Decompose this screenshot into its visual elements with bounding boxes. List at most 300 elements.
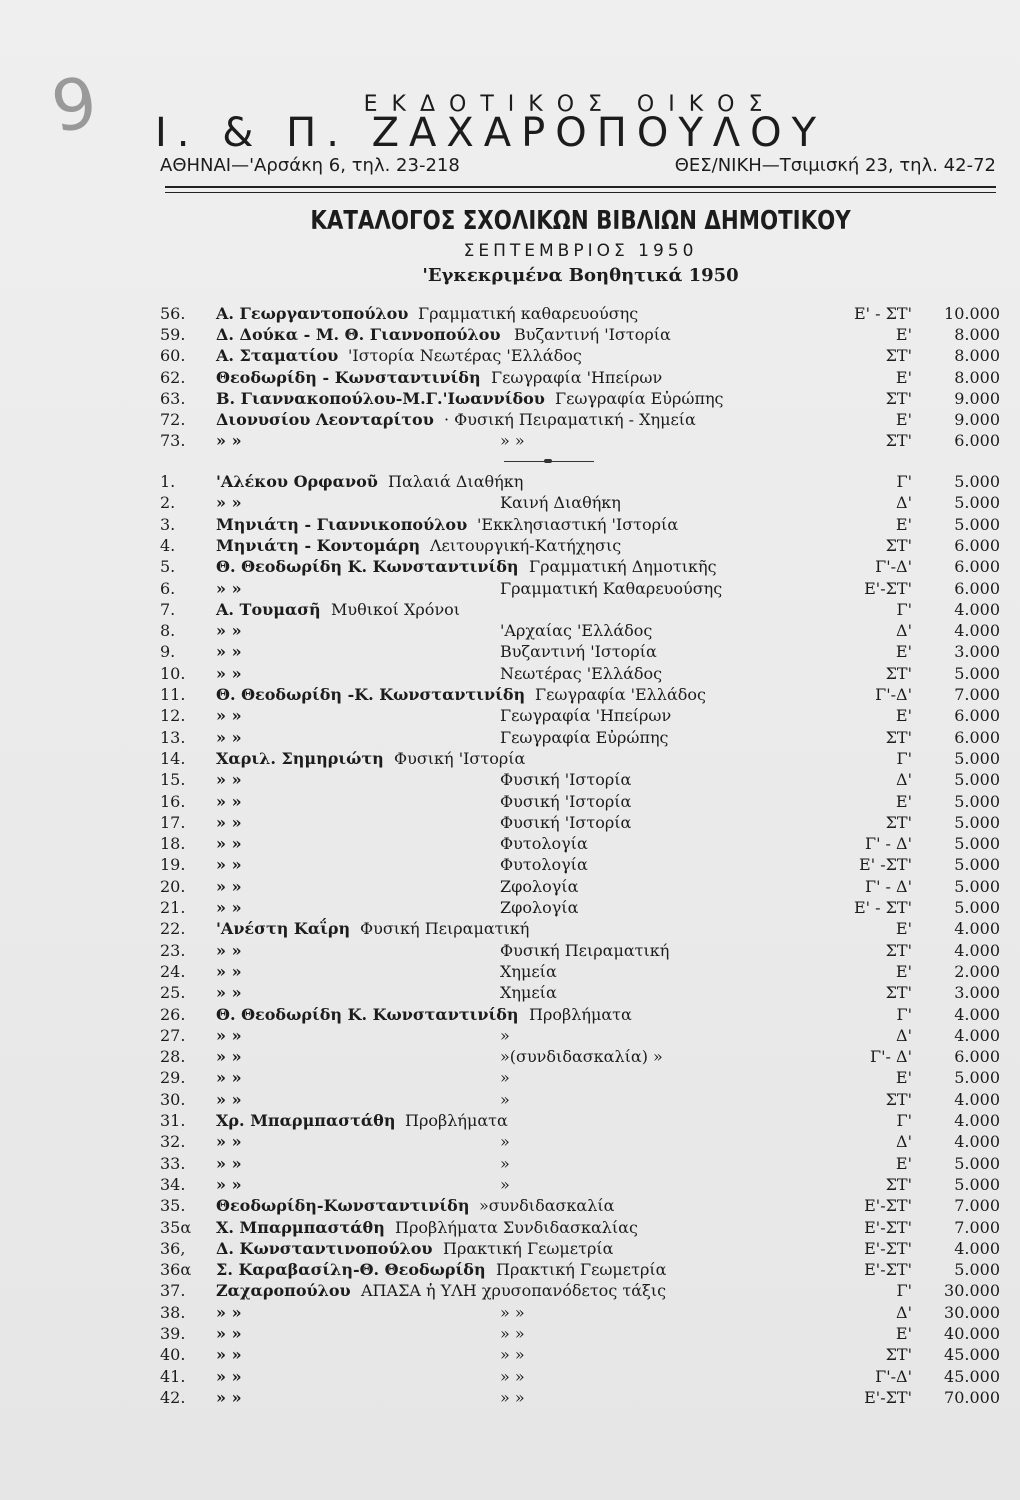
row-price: 4.000 xyxy=(954,1111,1000,1130)
row-class: ΣΤ' xyxy=(885,727,912,747)
row-class: ΣΤ' xyxy=(885,663,912,683)
row-title: »συνδιδασκαλία xyxy=(479,1196,615,1216)
row-class: Γ' - Δ' xyxy=(864,876,912,896)
row-price: 4.000 xyxy=(954,940,1000,960)
row-price: 40.000 xyxy=(944,1324,1000,1343)
row-author: » » xyxy=(216,663,242,683)
table-row xyxy=(0,430,1020,452)
row-author: » » xyxy=(216,1174,242,1194)
row-price: 5.000 xyxy=(954,834,1000,854)
row-title: » » xyxy=(500,1324,525,1343)
row-author: » » xyxy=(216,642,242,662)
row-number: 9. xyxy=(160,642,176,662)
row-author: Σ. Καραβασίλη-Θ. Θεοδωρίδη xyxy=(216,1260,486,1280)
row-title: » xyxy=(500,1174,510,1194)
table-row xyxy=(0,854,1020,876)
row-number: 26. xyxy=(160,1004,186,1024)
header-rule-bottom xyxy=(165,192,996,193)
row-class: Γ'-Δ' xyxy=(875,685,912,704)
row-title: Προβλήματα Συνδιδασκαλίας xyxy=(395,1217,638,1237)
table-row xyxy=(0,1153,1020,1175)
row-price: 6.000 xyxy=(954,578,1000,598)
row-price: 30.000 xyxy=(944,1281,1000,1301)
row-price: 70.000 xyxy=(944,1387,1000,1407)
row-price: 5.000 xyxy=(954,1068,1000,1088)
row-author: » » xyxy=(216,727,242,747)
table-row xyxy=(0,684,1020,706)
row-author: » » xyxy=(216,1025,242,1045)
row-author: Α. Γεωργαντοπούλου xyxy=(216,304,409,323)
row-class: ΣΤ' xyxy=(885,1174,912,1194)
row-class: Δ' xyxy=(896,1025,912,1045)
row-class: Ε' xyxy=(895,919,912,939)
row-title: Λειτουργική-Κατήχησις xyxy=(430,535,622,555)
row-class: Ε' xyxy=(895,1324,912,1343)
table-row xyxy=(0,961,1020,983)
row-class: Ε'-ΣΤ' xyxy=(864,1387,912,1407)
row-number: 2. xyxy=(160,493,176,513)
table-row xyxy=(0,1387,1020,1409)
row-price: 6.000 xyxy=(954,431,1000,451)
row-price: 5.000 xyxy=(954,748,1000,768)
row-number: 35. xyxy=(160,1196,186,1216)
row-title: Γραμματική Καθαρευούσης xyxy=(500,578,723,598)
row-number: 56. xyxy=(160,304,186,323)
row-author: » » xyxy=(216,834,242,854)
row-number: 29. xyxy=(160,1068,186,1088)
table-row xyxy=(0,982,1020,1004)
row-number: 7. xyxy=(160,599,176,619)
table-row xyxy=(0,918,1020,940)
row-number: 72. xyxy=(160,410,186,429)
row-title: Πρακτική Γεωμετρία xyxy=(496,1260,667,1280)
row-price: 10.000 xyxy=(944,304,1000,323)
row-number: 30. xyxy=(160,1089,186,1109)
row-price: 5.000 xyxy=(954,493,1000,513)
row-title: » xyxy=(500,1025,510,1045)
row-price: 5.000 xyxy=(954,791,1000,811)
row-class: Ε'-ΣΤ' xyxy=(864,1260,912,1280)
row-class: Δ' xyxy=(896,1132,912,1152)
row-title: 'Ιστορία Νεωτέρας 'Ελλάδος xyxy=(348,346,582,366)
row-author: » » xyxy=(216,1089,242,1109)
row-price: 5.000 xyxy=(954,812,1000,832)
row-author: Θ. Θεοδωρίδη Κ. Κωνσταντινίδη xyxy=(216,1004,519,1024)
row-title: Προβλήματα xyxy=(405,1111,508,1130)
row-number: 6. xyxy=(160,578,176,598)
row-author: Α. Τουμασῆ xyxy=(216,599,321,619)
row-class: Δ' xyxy=(896,493,912,513)
row-title: Γραμματική Δημοτικῆς xyxy=(529,557,717,577)
row-author: » » xyxy=(216,1366,242,1386)
row-price: 5.000 xyxy=(954,1174,1000,1194)
table-row xyxy=(0,1344,1020,1366)
row-author: Διονυσίου Λεονταρίτου xyxy=(216,410,434,429)
row-class: Ε' xyxy=(895,325,912,345)
table-row xyxy=(0,1302,1020,1324)
row-author: » » xyxy=(216,1345,242,1365)
publisher-label: ΕΚΔΟΤΙΚΟΣ ΟΙΚΟΣ xyxy=(363,92,777,117)
table-row xyxy=(0,727,1020,749)
row-title: Ζφολογία xyxy=(500,898,579,917)
row-class: Δ' xyxy=(896,770,912,790)
table-row xyxy=(0,1174,1020,1196)
table-row xyxy=(0,514,1020,536)
row-title: 'Εκκλησιαστική 'Ιστορία xyxy=(477,514,679,534)
row-class: Ε'-ΣΤ' xyxy=(864,1196,912,1216)
row-author: » » xyxy=(216,1068,242,1088)
row-title: » xyxy=(500,1089,510,1109)
row-price: 4.000 xyxy=(954,919,1000,939)
row-class: ΣΤ' xyxy=(885,1345,912,1365)
row-number: 36α xyxy=(160,1260,192,1280)
row-price: 45.000 xyxy=(944,1345,1000,1365)
row-author: Δ. Δούκα - Μ. Θ. Γιαννοπούλου xyxy=(216,325,501,345)
table-row xyxy=(0,556,1020,578)
row-number: 11. xyxy=(160,685,186,704)
row-price: 6.000 xyxy=(954,557,1000,577)
row-number: 16. xyxy=(160,791,186,811)
row-author: » » xyxy=(216,706,242,726)
row-class: ΣΤ' xyxy=(885,346,912,366)
row-author: Μηνιάτη - Κοντομάρη xyxy=(216,535,421,555)
row-author: Ζαχαροπούλου xyxy=(216,1281,351,1301)
row-price: 3.000 xyxy=(954,642,1000,662)
row-author: Β. Γιαννακοπούλου-Μ.Γ.'Ιωαννίδου xyxy=(216,388,545,408)
row-number: 22. xyxy=(160,919,186,939)
row-number: 28. xyxy=(160,1047,186,1067)
row-class: Γ' xyxy=(896,599,912,619)
table-row xyxy=(0,492,1020,514)
row-price: 4.000 xyxy=(954,1004,1000,1024)
table-row xyxy=(0,705,1020,727)
row-price: 5.000 xyxy=(954,876,1000,896)
address-athens: ΑΘΗΝΑΙ—'Αρσάκη 6, τηλ. 23-218 xyxy=(160,155,460,176)
row-author: » » xyxy=(216,876,242,896)
table-row xyxy=(0,409,1020,431)
publisher-name: Ι. & Π. ΖΑΧΑΡΟΠΟΥΛΟΥ xyxy=(155,110,827,156)
row-price: 9.000 xyxy=(954,410,1000,429)
row-class: Ε' -ΣΤ' xyxy=(859,855,912,875)
row-class: ΣΤ' xyxy=(885,431,912,451)
row-author: Δ. Κωνσταντινοπούλου xyxy=(216,1238,433,1258)
row-class: Ε' xyxy=(895,791,912,811)
table-row xyxy=(0,1217,1020,1239)
row-title: Ζφολογία xyxy=(500,876,579,896)
table-row xyxy=(0,1046,1020,1068)
row-author: » » xyxy=(216,940,242,960)
row-number: 3. xyxy=(160,514,176,534)
row-author: Α. Σταματίου xyxy=(216,346,339,366)
row-title: Πρακτική Γεωμετρία xyxy=(443,1238,614,1258)
row-price: 3.000 xyxy=(954,983,1000,1003)
table-row xyxy=(0,1131,1020,1153)
row-price: 5.000 xyxy=(954,1153,1000,1173)
row-author: Θεοδωρίδη-Κωνσταντινίδη xyxy=(216,1196,470,1216)
row-author: » » xyxy=(216,1324,242,1343)
row-class: Γ' - Δ' xyxy=(864,834,912,854)
table-row xyxy=(0,388,1020,410)
row-title: »(συνδιδασκαλία) » xyxy=(500,1047,663,1067)
row-price: 8.000 xyxy=(954,367,1000,387)
row-class: Γ'-Δ' xyxy=(875,1366,912,1386)
row-title: Φυσική 'Ιστορία xyxy=(500,770,632,790)
row-class: Γ' xyxy=(896,472,912,491)
row-price: 4.000 xyxy=(954,1238,1000,1258)
row-price: 30.000 xyxy=(944,1302,1000,1322)
row-title: » » xyxy=(500,1387,525,1407)
row-author: » » xyxy=(216,812,242,832)
catalog-title: ΚΑΤΑΛΟΓΟΣ ΣΧΟΛΙΚΩΝ ΒΙΒΛΙΩΝ ΔΗΜΟΤΙΚΟΥ xyxy=(310,206,851,236)
row-title: » xyxy=(500,1068,510,1088)
catalog-approved: 'Εγκεκριμένα Βοηθητικά 1950 xyxy=(422,265,739,286)
table-row xyxy=(0,1280,1020,1302)
row-number: 13. xyxy=(160,727,186,747)
row-price: 4.000 xyxy=(954,621,1000,641)
row-title: » xyxy=(500,1132,510,1152)
row-class: Ε' xyxy=(895,642,912,662)
row-author: » » xyxy=(216,983,242,1003)
row-class: Ε' xyxy=(895,706,912,726)
row-title: ΑΠΑΣΑ ἡ ΥΛΗ χρυσοπανόδετος τάξις xyxy=(361,1281,667,1301)
row-title: Φυσική Πειραματική xyxy=(500,940,670,960)
table-row xyxy=(0,1025,1020,1047)
row-number: 24. xyxy=(160,961,186,981)
row-price: 2.000 xyxy=(954,961,1000,981)
row-number: 15. xyxy=(160,770,186,790)
table-row xyxy=(0,1238,1020,1260)
row-class: Ε' xyxy=(895,961,912,981)
row-author: » » xyxy=(216,1047,242,1067)
row-number: 25. xyxy=(160,983,186,1003)
row-price: 6.000 xyxy=(954,706,1000,726)
header-rule-top xyxy=(165,186,996,188)
row-title: Βυζαντινή 'Ιστορία xyxy=(514,325,671,345)
row-price: 9.000 xyxy=(954,388,1000,408)
row-number: 1. xyxy=(160,472,176,491)
row-number: 37. xyxy=(160,1281,186,1301)
row-title: Φυσική Πειραματική xyxy=(360,919,530,939)
row-class: Ε'-ΣΤ' xyxy=(864,1217,912,1237)
row-author: Χ. Μπαρμπαστάθη xyxy=(216,1217,385,1237)
row-class: Δ' xyxy=(896,1302,912,1322)
row-class: Γ'- Δ' xyxy=(870,1047,912,1067)
row-number: 36, xyxy=(160,1238,186,1258)
row-author: » » xyxy=(216,431,242,451)
row-title: Γεωγραφία Εὐρώπης xyxy=(555,388,724,408)
row-title: Φυσική 'Ιστορία xyxy=(500,812,632,832)
row-title: » » xyxy=(500,1345,525,1365)
row-number: 8. xyxy=(160,621,176,641)
row-class: Δ' xyxy=(896,621,912,641)
row-price: 6.000 xyxy=(954,1047,1000,1067)
table-row xyxy=(0,748,1020,770)
row-price: 4.000 xyxy=(954,599,1000,619)
row-title: Παλαιά Διαθήκη xyxy=(388,472,524,491)
table-row xyxy=(0,578,1020,600)
row-price: 5.000 xyxy=(954,898,1000,917)
table-row xyxy=(0,1366,1020,1388)
row-number: 63. xyxy=(160,388,186,408)
table-row xyxy=(0,1259,1020,1281)
row-number: 21. xyxy=(160,898,186,917)
row-class: Ε' xyxy=(895,410,912,429)
row-number: 38. xyxy=(160,1302,186,1322)
row-price: 5.000 xyxy=(954,663,1000,683)
row-price: 5.000 xyxy=(954,514,1000,534)
row-number: 34. xyxy=(160,1174,186,1194)
row-price: 7.000 xyxy=(954,685,1000,704)
row-number: 17. xyxy=(160,812,186,832)
row-title: Χημεία xyxy=(500,983,557,1003)
address-thessaloniki: ΘΕΣ/ΝΙΚΗ—Τσιμισκή 23, τηλ. 42-72 xyxy=(674,155,996,176)
row-class: Γ'-Δ' xyxy=(875,557,912,577)
row-price: 5.000 xyxy=(954,855,1000,875)
row-price: 8.000 xyxy=(954,346,1000,366)
table-row xyxy=(0,663,1020,685)
row-title: Γραμματική καθαρευούσης xyxy=(418,304,639,323)
table-row xyxy=(0,833,1020,855)
row-title: Νεωτέρας 'Ελλάδος xyxy=(500,663,663,683)
table-row xyxy=(0,367,1020,389)
row-title: » » xyxy=(500,1366,525,1386)
row-number: 41. xyxy=(160,1366,186,1386)
row-author: » » xyxy=(216,855,242,875)
row-price: 4.000 xyxy=(954,1089,1000,1109)
row-price: 4.000 xyxy=(954,1025,1000,1045)
table-row xyxy=(0,897,1020,919)
row-class: Γ' xyxy=(896,1111,912,1130)
row-author: » » xyxy=(216,1387,242,1407)
table-row xyxy=(0,940,1020,962)
row-price: 5.000 xyxy=(954,472,1000,491)
row-title: Χημεία xyxy=(500,961,557,981)
row-author: » » xyxy=(216,961,242,981)
row-author: » » xyxy=(216,578,242,598)
row-author: » » xyxy=(216,770,242,790)
table-row xyxy=(0,812,1020,834)
row-number: 33. xyxy=(160,1153,186,1173)
row-title: Καινή Διαθήκη xyxy=(500,493,621,513)
row-title: Φυσική 'Ιστορία xyxy=(394,748,526,768)
row-class: Ε'-ΣΤ' xyxy=(864,1238,912,1258)
row-class: Ε' - ΣΤ' xyxy=(853,304,912,323)
row-number: 20. xyxy=(160,876,186,896)
section-divider xyxy=(504,461,594,462)
row-number: 35α xyxy=(160,1217,192,1237)
row-title: Φυσική 'Ιστορία xyxy=(500,791,632,811)
row-title: Γεωγραφία 'Ηπείρων xyxy=(500,706,672,726)
row-title: » » xyxy=(500,431,525,451)
row-number: 23. xyxy=(160,940,186,960)
row-price: 5.000 xyxy=(954,1260,1000,1280)
row-number: 5. xyxy=(160,557,176,577)
row-price: 45.000 xyxy=(944,1366,1000,1386)
row-number: 27. xyxy=(160,1025,186,1045)
row-class: Γ' xyxy=(896,748,912,768)
row-title: Μυθικοί Χρόνοι xyxy=(331,599,461,619)
row-title: Γεωγραφία Εὐρώπης xyxy=(500,727,669,747)
row-price: 7.000 xyxy=(954,1196,1000,1216)
row-number: 14. xyxy=(160,748,186,768)
row-class: ΣΤ' xyxy=(885,388,912,408)
table-row xyxy=(0,1004,1020,1026)
row-title: Γεωγραφία 'Ηπείρων xyxy=(491,367,663,387)
row-price: 7.000 xyxy=(954,1217,1000,1237)
row-number: 42. xyxy=(160,1387,186,1407)
handwritten-mark: 9 xyxy=(46,61,103,149)
row-author: » » xyxy=(216,791,242,811)
row-title: Βυζαντινή 'Ιστορία xyxy=(500,642,657,662)
table-row xyxy=(0,471,1020,493)
row-class: Ε' xyxy=(895,367,912,387)
row-title: Φυτολογία xyxy=(500,834,588,854)
row-class: Ε' xyxy=(895,1068,912,1088)
row-class: Γ' xyxy=(896,1281,912,1301)
row-author: Θεοδωρίδη - Κωνσταντινίδη xyxy=(216,367,481,387)
row-class: ΣΤ' xyxy=(885,983,912,1003)
row-author: Χρ. Μπαρμπαστάθη xyxy=(216,1111,396,1130)
row-class: Ε' - ΣΤ' xyxy=(853,898,912,917)
row-author: 'Ανέστη Καΐρη xyxy=(216,919,351,939)
table-row xyxy=(0,620,1020,642)
row-number: 10. xyxy=(160,663,186,683)
row-number: 40. xyxy=(160,1345,186,1365)
row-class: ΣΤ' xyxy=(885,940,912,960)
table-row xyxy=(0,1323,1020,1345)
row-author: » » xyxy=(216,1302,242,1322)
row-author: Χαριλ. Σημηριώτη xyxy=(216,748,384,768)
table-row xyxy=(0,324,1020,346)
row-price: 8.000 xyxy=(954,325,1000,345)
row-number: 18. xyxy=(160,834,186,854)
table-row xyxy=(0,1195,1020,1217)
row-author: Θ. Θεοδωρίδη -Κ. Κωνσταντινίδη xyxy=(216,685,526,704)
row-class: ΣΤ' xyxy=(885,1089,912,1109)
row-price: 6.000 xyxy=(954,535,1000,555)
table-row xyxy=(0,641,1020,663)
table-row xyxy=(0,791,1020,813)
row-price: 5.000 xyxy=(954,770,1000,790)
table-row xyxy=(0,876,1020,898)
catalog-month: ΣΕΠΤΕΜΒΡΙΟΣ 1950 xyxy=(463,241,698,261)
row-number: 59. xyxy=(160,325,186,345)
table-row xyxy=(0,1089,1020,1111)
row-price: 4.000 xyxy=(954,1132,1000,1152)
row-author: » » xyxy=(216,493,242,513)
row-author: » » xyxy=(216,898,242,917)
row-number: 4. xyxy=(160,535,176,555)
row-class: Ε'-ΣΤ' xyxy=(864,578,912,598)
row-class: Ε' xyxy=(895,514,912,534)
table-row xyxy=(0,1110,1020,1132)
row-author: Μηνιάτη - Γιαννικοπούλου xyxy=(216,514,468,534)
row-number: 73. xyxy=(160,431,186,451)
row-title: Γεωγραφία 'Ελλάδος xyxy=(535,685,706,704)
row-price: 6.000 xyxy=(954,727,1000,747)
row-class: ΣΤ' xyxy=(885,535,912,555)
row-title: Φυτολογία xyxy=(500,855,588,875)
row-author: » » xyxy=(216,1132,242,1152)
row-title: · Φυσική Πειραματική - Χημεία xyxy=(444,410,696,429)
row-author: » » xyxy=(216,1153,242,1173)
row-author: 'Αλέκου Ορφανοῦ xyxy=(216,472,378,491)
row-title: 'Αρχαίας 'Ελλάδος xyxy=(500,621,653,641)
table-row xyxy=(0,535,1020,557)
table-row xyxy=(0,1067,1020,1089)
table-row xyxy=(0,599,1020,621)
row-title: » xyxy=(500,1153,510,1173)
